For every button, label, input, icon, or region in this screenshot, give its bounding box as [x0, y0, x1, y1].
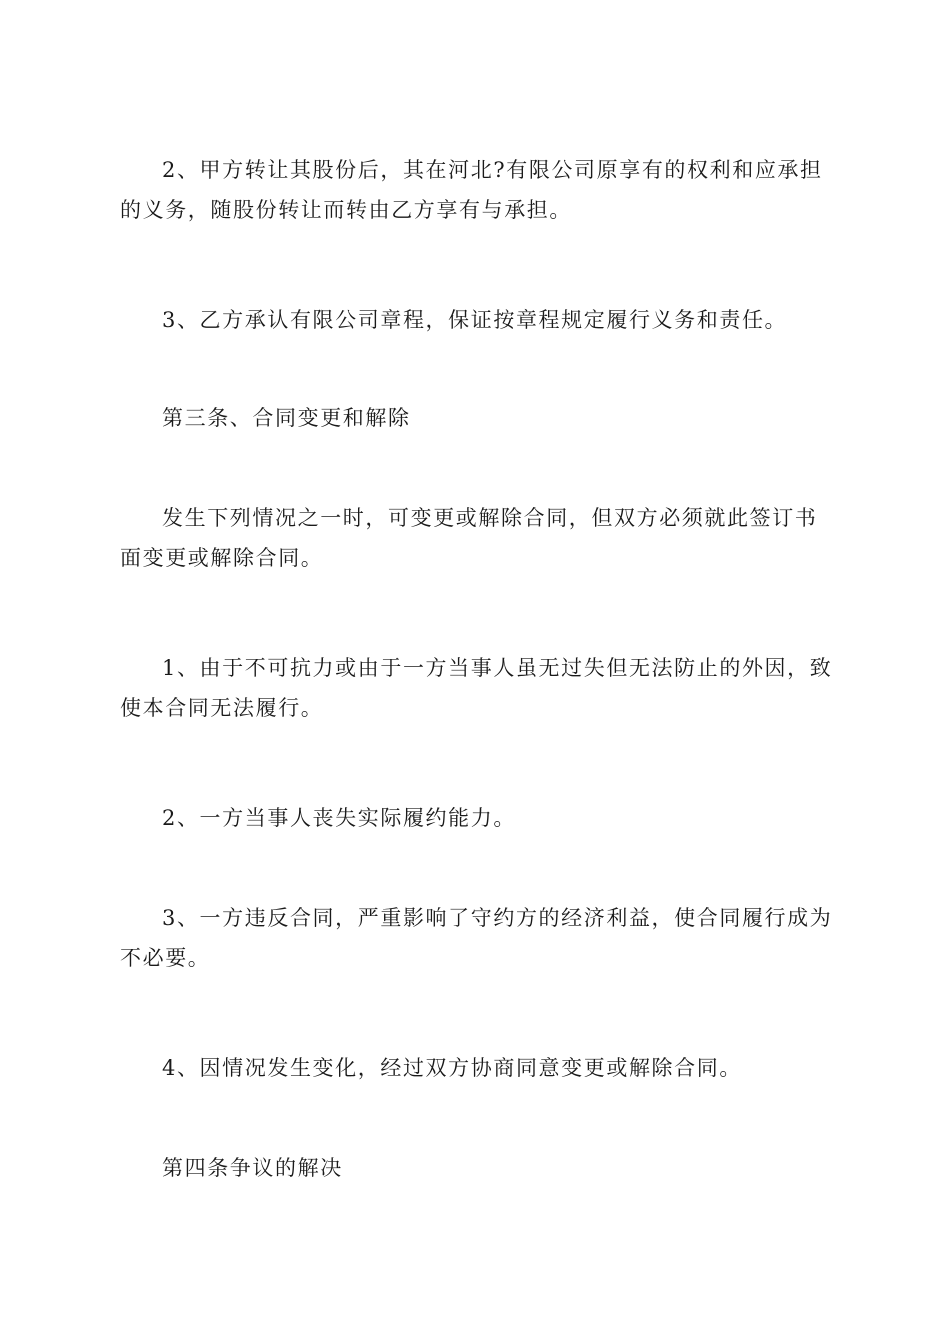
paragraph-line: 2、甲方转让其股份后，其在河北?有限公司原享有的权利和应承担 — [162, 158, 823, 182]
paragraph-line: 3、一方违反合同，严重影响了守约方的经济利益，使合同履行成为 — [162, 906, 833, 930]
paragraph-line: 1、由于不可抗力或由于一方当事人虽无过失但无法防止的外因，致 — [162, 656, 833, 680]
heading-line: 第四条争议的解决 — [162, 1156, 343, 1180]
paragraph-change-conditions — [120, 498, 840, 578]
heading-line: 第三条、合同变更和解除 — [162, 406, 411, 430]
paragraph-clause-2-transfer-rights — [120, 150, 840, 230]
paragraph-item-1-force-majeure — [120, 648, 840, 728]
paragraph-item-4-mutual-agreement — [120, 1048, 840, 1088]
paragraph-line: 3、乙方承认有限公司章程，保证按章程规定履行义务和责任。 — [162, 308, 788, 332]
heading-article-3 — [120, 398, 840, 438]
paragraph-line: 发生下列情况之一时，可变更或解除合同，但双方必须就此签订书 — [162, 506, 818, 530]
paragraph-line: 使本合同无法履行。 — [120, 696, 324, 720]
paragraph-line: 4、因情况发生变化，经过双方协商同意变更或解除合同。 — [162, 1056, 742, 1080]
paragraph-line: 面变更或解除合同。 — [120, 546, 324, 570]
heading-article-4 — [120, 1148, 840, 1188]
paragraph-line: 不必要。 — [120, 946, 211, 970]
paragraph-clause-3-articles — [120, 300, 840, 340]
paragraph-item-2-capacity — [120, 798, 840, 838]
paragraph-item-3-breach — [120, 898, 840, 978]
paragraph-line: 2、一方当事人丧失实际履约能力。 — [162, 806, 516, 830]
paragraph-line: 的义务，随股份转让而转由乙方享有与承担。 — [120, 198, 572, 222]
